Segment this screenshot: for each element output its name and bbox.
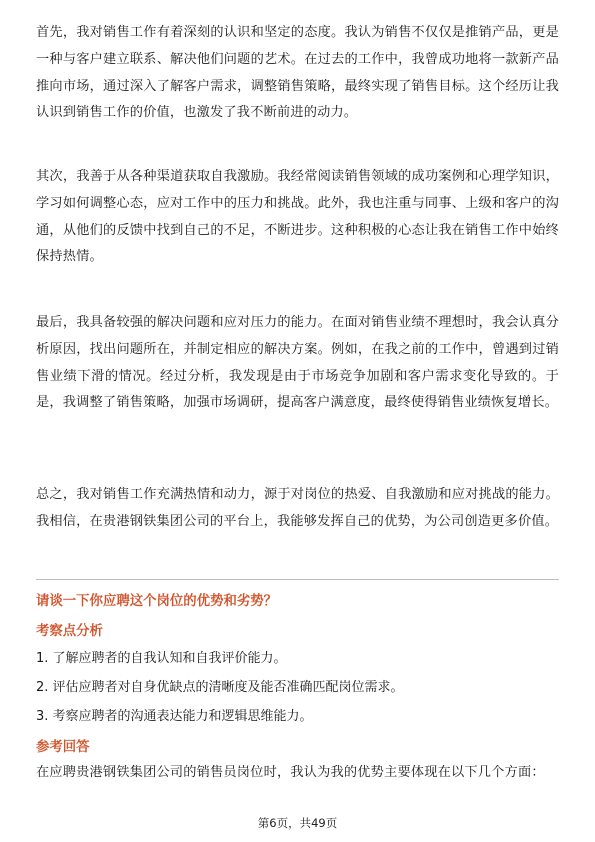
list-item: 3. 考察应聘者的沟通表达能力和逻辑思维能力。: [36, 709, 313, 724]
interview-question: 请谈一下你应聘这个岗位的优势和劣势？: [36, 594, 278, 609]
list-item: 1. 了解应聘者的自我认知和自我评价能力。: [36, 651, 287, 666]
analysis-list: [36, 644, 404, 731]
reference-answer-text: 在应聘贵港钢铁集团公司的销售员岗位时，我认为我的优势主要体现在以下几个方面：: [36, 765, 545, 780]
paragraph-second: 其次，我善于从各种渠道获取自我激励。我经常阅读销售领域的成功案例和心理学知识，学习如何调整心态，应对工作中的压力和挑战。此外，我也注重与同事、上级和客户的沟通，从他们的反馈中找到自己的不足，不断进步。这种积极的心态让我在销售工作中始终保持热情。: [36, 169, 559, 265]
reference-answer-heading: 参考回答: [36, 740, 90, 755]
section-divider: [36, 579, 559, 580]
page-number: 第6页，共49页: [257, 816, 338, 830]
paragraph-first: 首先，我对销售工作有着深刻的认识和坚定的态度。我认为销售不仅仅是推销产品，更是一种与客户建立联系、解决他们问题的艺术。在过去的工作中，我曾成功地将一款新产品推向市场，通过深入了解客户需求，调整销售策略，最终实现了销售目标。这个经历让我认识到销售工作的价值，也激发了我不断前进的动力。: [36, 25, 559, 121]
paragraph-conclusion: 总之，我对销售工作充满热情和动力，源于对岗位的热爱、自我激励和应对挑战的能力。我相信，在贵港钢铁集团公司的平台上，我能够发挥自己的优势，为公司创造更多价值。: [36, 487, 559, 529]
paragraph-third: 最后，我具备较强的解决问题和应对压力的能力。在面对销售业绩不理想时，我会认真分析原因，找出问题所在，并制定相应的解决方案。例如，在我之前的工作中，曾遇到过销售业绩下滑的情况。经过分析，我发现是由于市场竞争加剧和客户需求变化导致的。于是，我调整了销售策略，加强市场调研，提高客户满意度，最终使得销售业绩恢复增长。: [36, 315, 559, 411]
list-item: 2. 评估应聘者对自身优缺点的清晰度及能否准确匹配岗位需求。: [36, 680, 404, 695]
analysis-heading: 考察点分析: [36, 624, 103, 639]
